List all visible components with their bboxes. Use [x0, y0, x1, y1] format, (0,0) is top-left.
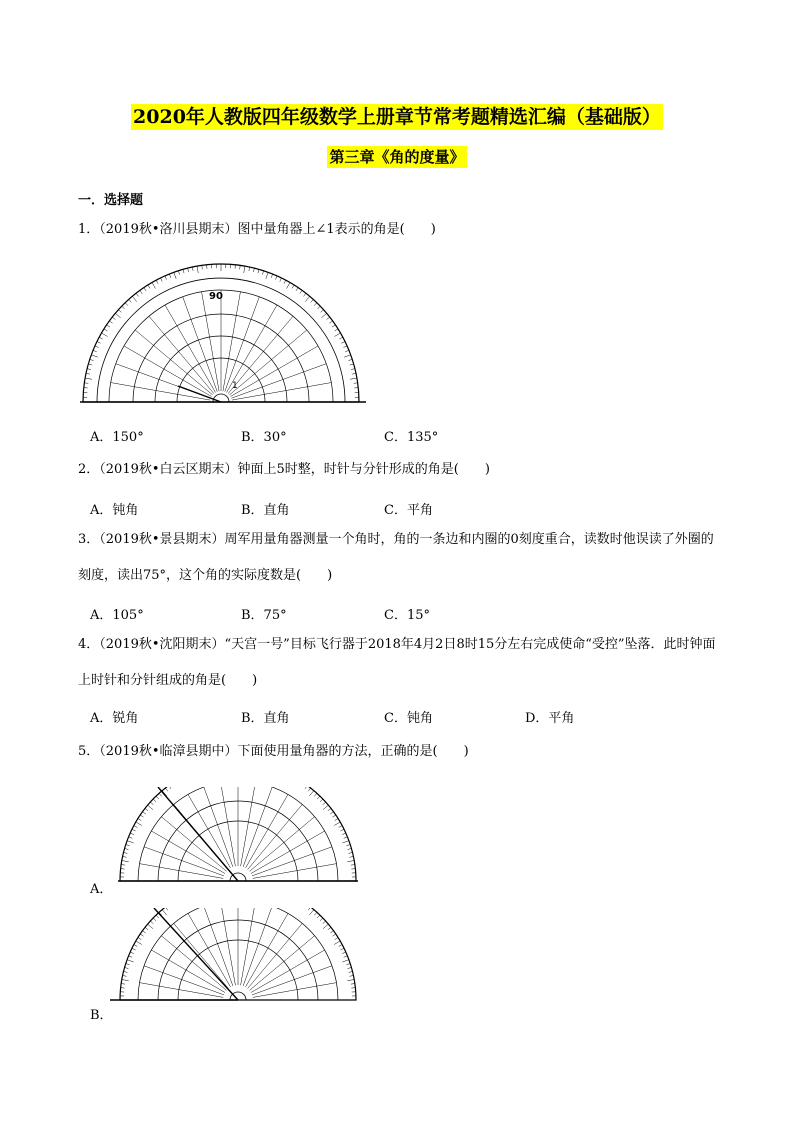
q4-option-c[interactable]: C．钝角 — [384, 711, 433, 726]
question-3-stem: 3．（2019秋•景县期末）周军用量角器测量一个角时，角的一条边和内圈的0刻度重合，读数时他误读了外圈的刻度，读出75°，这个角的实际度数是( ) — [78, 532, 714, 583]
protractor-figure-b — [110, 908, 360, 1022]
q1-option-b[interactable]: B．30° — [241, 430, 287, 445]
q1-option-c[interactable]: C．135° — [384, 430, 439, 445]
q2-option-c[interactable]: C．平角 — [384, 503, 433, 518]
protractor-a-svg — [110, 787, 360, 887]
q4-option-a[interactable]: A．锐角 — [90, 711, 139, 726]
protractor-figure-1 — [78, 258, 368, 414]
subtitle-wrap — [0, 146, 794, 168]
protractor-1-svg — [78, 258, 368, 410]
q1-option-a[interactable]: A．150° — [90, 430, 144, 445]
protractor-b-svg — [110, 908, 360, 1018]
protractor-1-angle-label: 1 — [232, 381, 238, 391]
protractor-1-top-label: 90 — [209, 291, 223, 302]
title-wrap — [0, 104, 794, 130]
q5-option-b[interactable]: B． — [90, 1008, 113, 1023]
page-title: 2020年人教版四年级数学上册章节常考题精选汇编（基础版） — [133, 106, 661, 128]
section-heading: 一．选择题 — [78, 193, 144, 208]
protractor-figure-a — [110, 787, 360, 891]
question-2-stem: 2．（2019秋•白云区期末）钟面上5时整，时针与分针形成的角是( ) — [78, 462, 490, 477]
q2-option-a[interactable]: A．钝角 — [90, 503, 139, 518]
q3-option-a[interactable]: A．105° — [90, 608, 144, 623]
q2-option-b[interactable]: B．直角 — [241, 503, 290, 518]
question-4-stem: 4．（2019秋•沈阳期末）“天宫一号”目标飞行器于2018年4月2日8时15分左右完成使命“受控”坠落．此时钟面上时针和分针组成的角是( ) — [78, 637, 716, 688]
q4-option-b[interactable]: B．直角 — [241, 711, 290, 726]
question-5-stem: 5．（2019秋•临漳县期中）下面使用量角器的方法，正确的是( ) — [78, 744, 469, 759]
q5-option-a[interactable]: A． — [90, 882, 113, 897]
q3-option-c[interactable]: C．15° — [384, 608, 430, 623]
q4-option-d[interactable]: D．平角 — [525, 711, 575, 726]
chapter-subtitle: 第三章《角的度量》 — [329, 148, 465, 166]
question-1-stem: 1．（2019秋•洛川县期末）图中量角器上∠1表示的角是( ) — [78, 222, 436, 237]
q3-option-b[interactable]: B．75° — [241, 608, 287, 623]
